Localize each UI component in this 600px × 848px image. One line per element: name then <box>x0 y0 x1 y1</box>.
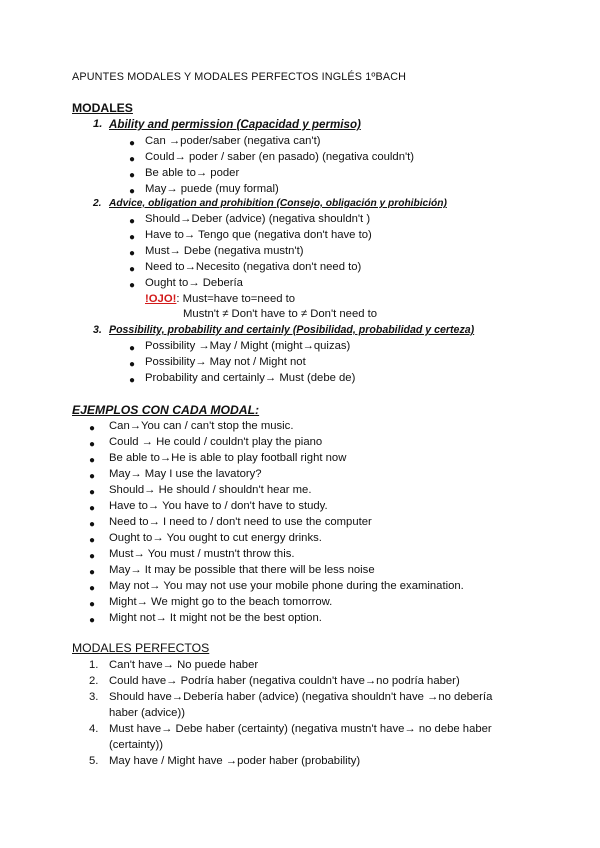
list-item: Ought to→ You ought to cut energy drinks. <box>109 532 322 544</box>
list-item: Must→ Debe (negativa mustn't) <box>145 245 304 257</box>
list-item: Possibility→ May not / Might not <box>145 356 306 368</box>
ojo-note <box>145 293 295 305</box>
bullet-icon: ● <box>129 280 136 291</box>
bullet-icon: ● <box>89 599 96 610</box>
section-title: Possibility, probability and certainly (Posibilidad, probabilidad y certeza) <box>109 324 475 336</box>
list-number: 2. <box>89 675 99 687</box>
bullet-icon: ● <box>129 138 136 149</box>
list-item: Possibility →May / Might (might→quizas) <box>145 340 351 352</box>
bullet-icon: ● <box>89 583 96 594</box>
list-item: Ought to→ Debería <box>145 277 243 289</box>
list-item: Could → He could / couldn't play the piano <box>109 436 323 448</box>
section-title: Ability and permission (Capacidad y permiso) <box>109 118 361 131</box>
list-item: Must→ You must / mustn't throw this. <box>109 548 295 560</box>
list-item: Should→ He should / shouldn't hear me. <box>109 484 312 496</box>
bullet-icon: ● <box>89 487 96 498</box>
bullet-icon: ● <box>89 423 96 434</box>
section-number: 2. <box>93 198 102 209</box>
bullet-icon: ● <box>89 519 96 530</box>
bullet-icon: ● <box>89 551 96 562</box>
bullet-icon: ● <box>129 375 136 386</box>
list-item: May→ May I use the lavatory? <box>109 468 262 480</box>
list-item: May not→ You may not use your mobile phone during the examination. <box>109 580 464 592</box>
list-item: Should have→Debería haber (advice) (negativa shouldn't have →no debería <box>109 691 493 703</box>
bullet-icon: ● <box>129 232 136 243</box>
ojo-text: : Must=have to=need to <box>176 293 296 305</box>
list-item: Be able to→He is able to play football right now <box>109 452 347 464</box>
list-number: 5. <box>89 755 99 767</box>
bullet-icon: ● <box>129 343 136 354</box>
list-item: Could→ poder / saber (en pasado) (negativa couldn't) <box>145 151 415 163</box>
list-item-continuation: (certainty)) <box>109 739 163 751</box>
list-item: May have / Might have →poder haber (probability) <box>109 755 361 767</box>
document-title: APUNTES MODALES Y MODALES PERFECTOS INGLÉS 1ºBACH <box>72 71 407 83</box>
bullet-icon: ● <box>129 186 136 197</box>
bullet-icon: ● <box>89 455 96 466</box>
ejemplos-heading: EJEMPLOS CON CADA MODAL: <box>72 403 260 417</box>
ojo-label: !OJO! <box>145 293 177 305</box>
list-number: 3. <box>89 691 99 703</box>
bullet-icon: ● <box>89 503 96 514</box>
bullet-icon: ● <box>129 359 136 370</box>
list-item: Have to→ You have to / don't have to study. <box>109 500 328 512</box>
list-item: Need to→Necesito (negativa don't need to) <box>145 261 362 273</box>
ojo-note-line2: Mustn't ≠ Don't have to ≠ Don't need to <box>183 308 378 320</box>
list-item: Can't have→ No puede haber <box>109 659 259 671</box>
bullet-icon: ● <box>89 471 96 482</box>
list-item-continuation: haber (advice)) <box>109 707 185 719</box>
list-item: Could have→ Podría haber (negativa couldn't have→no podría haber) <box>109 675 460 687</box>
list-number: 4. <box>89 723 99 735</box>
list-item: Must have→ Debe haber (certainty) (negativa mustn't have→ no debe haber <box>109 723 492 735</box>
bullet-icon: ● <box>129 248 136 259</box>
bullet-icon: ● <box>129 264 136 275</box>
list-item: Have to→ Tengo que (negativa don't have to) <box>145 229 372 241</box>
perfectos-heading: MODALES PERFECTOS <box>72 641 210 655</box>
bullet-icon: ● <box>89 567 96 578</box>
modales-heading: MODALES <box>72 101 133 115</box>
bullet-icon: ● <box>89 615 96 626</box>
list-item: Should→Deber (advice) (negativa shouldn't ) <box>145 213 371 225</box>
list-item: Can →poder/saber (negativa can't) <box>145 135 321 147</box>
bullet-icon: ● <box>129 216 136 227</box>
list-item: Be able to→ poder <box>145 167 240 179</box>
list-item: Need to→ I need to / don't need to use the computer <box>109 516 372 528</box>
list-item: Probability and certainly→ Must (debe de) <box>145 372 356 384</box>
bullet-icon: ● <box>89 439 96 450</box>
list-item: Might→ We might go to the beach tomorrow. <box>109 596 333 608</box>
list-number: 1. <box>89 659 99 671</box>
list-item: May→ puede (muy formal) <box>145 183 279 195</box>
section-number: 3. <box>93 324 102 336</box>
bullet-icon: ● <box>129 170 136 181</box>
list-item: May→ It may be possible that there will be less noise <box>109 564 375 576</box>
bullet-icon: ● <box>89 535 96 546</box>
list-item: Might not→ It might not be the best option. <box>109 612 322 624</box>
section-title: Advice, obligation and prohibition (Consejo, obligación y prohibición) <box>109 198 447 209</box>
list-item: Can→You can / can't stop the music. <box>109 420 294 432</box>
bullet-icon: ● <box>129 154 136 165</box>
section-number: 1. <box>93 118 103 130</box>
